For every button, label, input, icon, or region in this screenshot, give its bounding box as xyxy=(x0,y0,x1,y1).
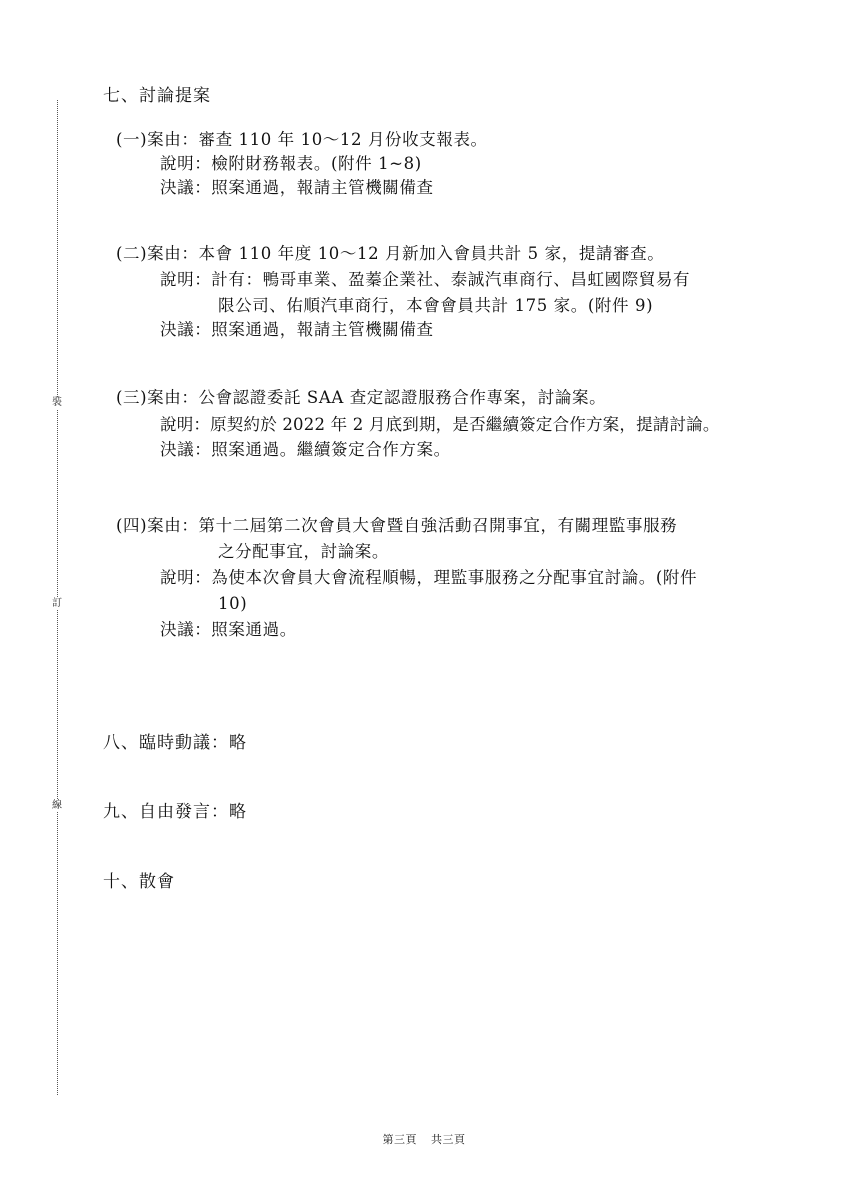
proposal-4-explanation-cont: 10) xyxy=(218,594,248,613)
binding-mark-zhuang: 裝 xyxy=(52,397,62,408)
section-10-heading: 十、散會 xyxy=(103,872,175,892)
proposal-3-case: (三)案由：公會認證委託 SAA 查定認證服務合作專案，討論案。 xyxy=(116,388,607,407)
section-7-heading: 七、討論提案 xyxy=(103,86,211,106)
proposal-1-case: (一)案由：審查 110 年 10～12 月份收支報表。 xyxy=(116,130,488,149)
page-number: 第三頁 xyxy=(382,1133,417,1146)
binding-mark-xian: 線 xyxy=(52,800,62,811)
page-footer xyxy=(0,1133,848,1147)
proposal-2-explanation: 說明：計有：鴨哥車業、盈蓁企業社、泰誠汽車商行、昌虹國際貿易有 xyxy=(160,270,691,289)
section-8-heading: 八、臨時動議：略 xyxy=(103,733,247,753)
proposal-3-explanation: 說明：原契約於 2022 年 2 月底到期，是否繼續簽定合作方案，提請討論。 xyxy=(160,415,720,434)
proposal-1-resolution: 決議：照案通過，報請主管機關備查 xyxy=(160,178,434,197)
proposal-2-case: (二)案由：本會 110 年度 10～12 月新加入會員共計 5 家，提請審查。 xyxy=(116,244,665,263)
page-total: 共三頁 xyxy=(431,1133,466,1146)
proposal-4-case: (四)案由：第十二屆第二次會員大會暨自強活動召開事宜，有關理監事服務 xyxy=(116,516,678,535)
proposal-1-explanation: 說明：檢附財務報表。(附件 1~8) xyxy=(160,154,422,173)
proposal-3-resolution: 決議：照案通過。繼續簽定合作方案。 xyxy=(160,440,451,459)
proposal-4-explanation: 說明：為使本次會員大會流程順暢，理監事服務之分配事宜討論。(附件 xyxy=(160,568,698,587)
proposal-4-resolution: 決議：照案通過。 xyxy=(160,620,297,639)
proposal-4-case-cont: 之分配事宜，討論案。 xyxy=(218,542,389,561)
binding-mark-ding: 訂 xyxy=(52,598,62,609)
proposal-2-explanation-cont: 限公司、佑順汽車商行，本會會員共計 175 家。(附件 9) xyxy=(218,296,654,315)
proposal-2-resolution: 決議：照案通過，報請主管機關備查 xyxy=(160,320,434,339)
section-9-heading: 九、自由發言：略 xyxy=(103,802,247,822)
